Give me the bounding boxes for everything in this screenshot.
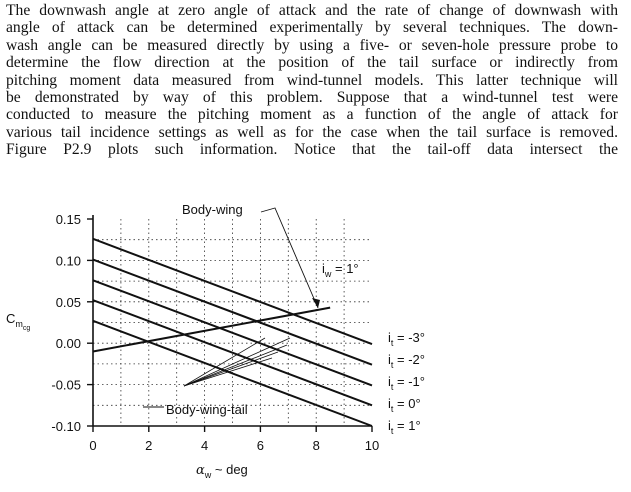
- x-tick-label: 4: [200, 438, 209, 453]
- x-axis-label: $\alpha_w$ ~ deg: [196, 462, 248, 480]
- it-label: $i_t = -1^\circ$: [388, 374, 425, 392]
- text-line: various tail incidence settings as well as for the case when the tail surface is removed.: [6, 123, 618, 141]
- iw-label: $i_w = 1^\circ$: [322, 261, 359, 279]
- y-tick-label: 0.05: [55, 294, 81, 310]
- y-tick-label: 0.00: [55, 336, 81, 352]
- x-tick-label: 10: [364, 438, 380, 453]
- it-label: $i_t = 0^\circ$: [388, 396, 421, 414]
- text-line: The downwash angle at zero angle of attack and the rate of change of downwash with: [6, 2, 618, 19]
- body-wing-arrowhead: [312, 298, 320, 308]
- text-line: angle of attack can be determined experimentally by several techniques. The down-: [6, 19, 618, 37]
- text-line: pitching moment data measured from wind-tunnel models. This latter technique will: [6, 71, 618, 89]
- y-tick-label: -0.05: [51, 377, 81, 393]
- x-tick-label: 8: [312, 438, 320, 453]
- it-label: $i_t = -2^\circ$: [388, 352, 425, 370]
- tail-line-it-0: [93, 300, 372, 405]
- x-tick-label: 2: [145, 438, 153, 453]
- text-line: be demonstrated by way of this problem. Suppose that a wind-tunnel test were: [6, 89, 618, 107]
- body-wing-tail-leader: [184, 358, 272, 386]
- body-wing-tail-label: Body-wing-tail: [166, 402, 248, 417]
- body-wing-tail-leader: [184, 352, 278, 386]
- y-tick-label: 0.15: [55, 212, 81, 227]
- y-axis-label: $C_{mcg}$: [6, 311, 31, 332]
- text-line: wash angle can be measured directly by using a five- or seven-hole pressure probe to: [6, 36, 618, 54]
- body-wing-tail-leader: [184, 338, 265, 386]
- x-tick-label: 6: [256, 438, 265, 453]
- body-wing-leader: [261, 208, 318, 308]
- text-line: determine the flow direction at the position of the tail surface or indirectly from: [6, 54, 618, 72]
- body-wing-tail-leader: [184, 345, 287, 386]
- it-label: $i_t = -3^\circ$: [388, 330, 425, 348]
- it-label: $i_t = 1^\circ$: [388, 418, 421, 436]
- x-tick-label: 0: [89, 438, 97, 453]
- y-tick-label: -0.10: [51, 419, 81, 434]
- y-tick-label: 0.10: [55, 253, 81, 269]
- text-line: conducted to measure the pitching moment as a function of the angle of attack for: [6, 106, 618, 124]
- body-wing-label: Body-wing: [182, 202, 243, 217]
- text-line: Figure P2.9 plots such information. Notice that the tail-off data intersect the: [6, 141, 618, 159]
